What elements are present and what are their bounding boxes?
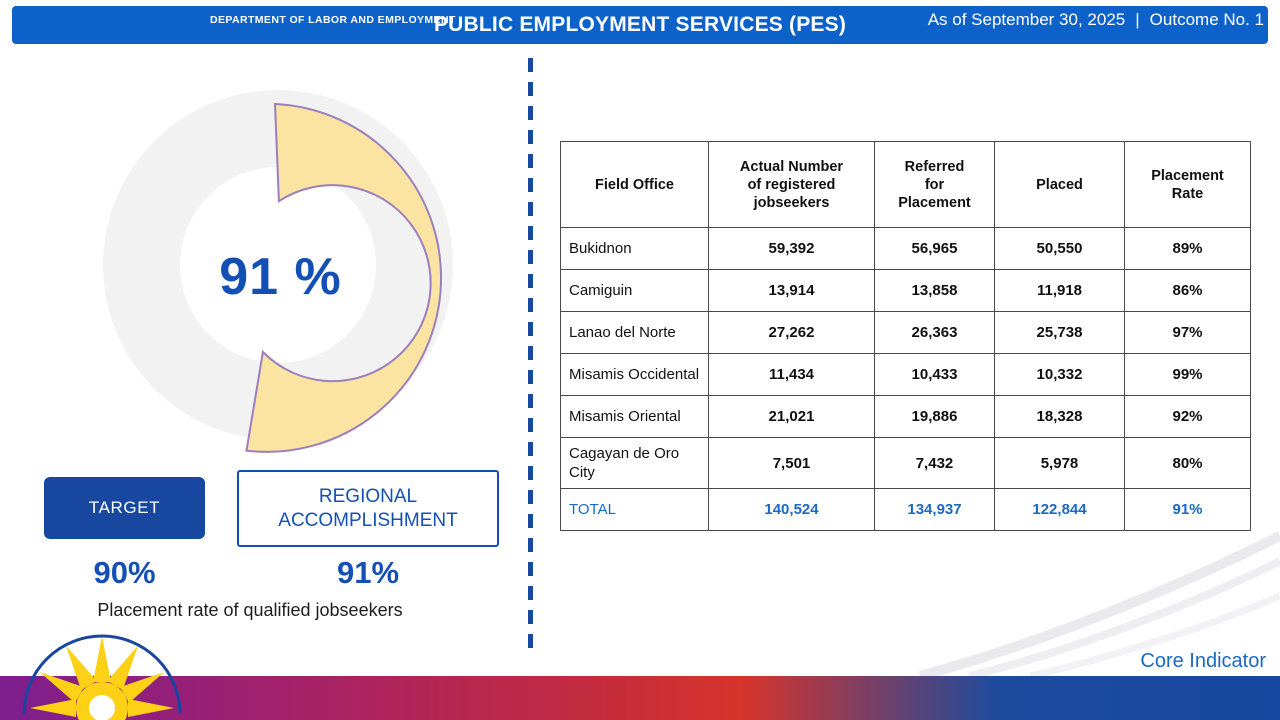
cell-registered: 140,524	[709, 489, 875, 531]
cell-field-office: Lanao del Norte	[561, 312, 709, 354]
table-row	[561, 354, 1251, 396]
cell-rate: 80%	[1125, 438, 1251, 489]
target-badge	[44, 477, 205, 539]
donut-center-value: 91 %	[219, 247, 342, 306]
pes-table	[560, 141, 1251, 531]
sun-emblem-icon	[10, 616, 195, 720]
cell-field-office: Misamis Occidental	[561, 354, 709, 396]
page-title: PUBLIC EMPLOYMENT SERVICES (PES)	[433, 13, 847, 36]
cell-referred: 19,886	[875, 396, 995, 438]
cell-registered: 21,021	[709, 396, 875, 438]
cell-referred: 7,432	[875, 438, 995, 489]
left-panel	[0, 50, 520, 650]
metric-caption: Placement rate of qualified jobseekers	[97, 600, 403, 620]
col-header-referred-for-placement: Referred for Placement	[875, 142, 995, 228]
table-header	[561, 142, 1251, 228]
cell-registered: 59,392	[709, 228, 875, 270]
cell-rate: 86%	[1125, 270, 1251, 312]
cell-rate: 97%	[1125, 312, 1251, 354]
cell-placed: 25,738	[995, 312, 1125, 354]
table-row	[561, 396, 1251, 438]
table-row	[561, 312, 1251, 354]
col-header-registered-jobseekers: Actual Number of registered jobseekers	[709, 142, 875, 228]
col-header-placement-rate: Placement Rate	[1125, 142, 1251, 228]
cell-placed: 5,978	[995, 438, 1125, 489]
cell-field-office: Bukidnon	[561, 228, 709, 270]
table-body	[561, 228, 1251, 531]
col-header-placed: Placed	[995, 142, 1125, 228]
cell-registered: 7,501	[709, 438, 875, 489]
cell-field-office: TOTAL	[561, 489, 709, 531]
cell-referred: 10,433	[875, 354, 995, 396]
regional-accomplishment-label-line1: REGIONAL	[318, 485, 418, 507]
cell-registered: 27,262	[709, 312, 875, 354]
donut-chart	[95, 90, 460, 455]
cell-field-office: Camiguin	[561, 270, 709, 312]
cell-rate: 92%	[1125, 396, 1251, 438]
cell-referred: 13,858	[875, 270, 995, 312]
col-header-field-office: Field Office	[561, 142, 709, 228]
target-label: TARGET	[88, 498, 161, 517]
target-value: 90%	[93, 555, 156, 590]
cell-rate: 89%	[1125, 228, 1251, 270]
cell-field-office: Misamis Oriental	[561, 396, 709, 438]
cell-referred: 56,965	[875, 228, 995, 270]
cell-field-office: Cagayan de Oro City	[561, 438, 709, 489]
pes-table-container	[560, 141, 1250, 531]
table-row	[561, 228, 1251, 270]
table-row-total	[561, 489, 1251, 531]
cell-rate: 91%	[1125, 489, 1251, 531]
cell-placed: 18,328	[995, 396, 1125, 438]
table-header-row	[561, 142, 1251, 228]
cell-placed: 122,844	[995, 489, 1125, 531]
cell-referred: 26,363	[875, 312, 995, 354]
cell-rate: 99%	[1125, 354, 1251, 396]
outcome-label: Outcome No. 1	[1149, 10, 1264, 29]
cell-referred: 134,937	[875, 489, 995, 531]
core-indicator-label: Core Indicator	[1140, 650, 1266, 672]
regional-accomplishment-badge	[237, 470, 499, 547]
cell-registered: 13,914	[709, 270, 875, 312]
vertical-dashed-divider	[528, 58, 533, 648]
regional-accomplishment-label-line2: ACCOMPLISHMENT	[278, 509, 458, 531]
cell-placed: 10,332	[995, 354, 1125, 396]
footer-separator: |	[1135, 10, 1140, 29]
agency-name: DEPARTMENT OF LABOR AND EMPLOYMENT	[210, 14, 456, 26]
table-row	[561, 438, 1251, 489]
footer-meta	[928, 10, 1264, 30]
as-of-date: As of September 30, 2025	[927, 10, 1126, 29]
regional-accomplishment-value: 91%	[336, 555, 400, 590]
cell-placed: 50,550	[995, 228, 1125, 270]
cell-registered: 11,434	[709, 354, 875, 396]
table-row	[561, 270, 1251, 312]
cell-placed: 11,918	[995, 270, 1125, 312]
